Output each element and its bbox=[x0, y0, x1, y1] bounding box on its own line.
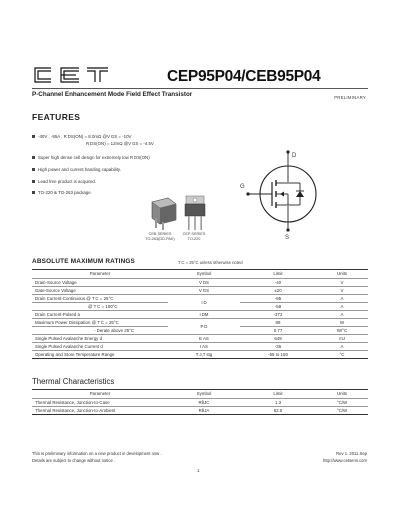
unit-cell: A bbox=[316, 310, 368, 318]
abs-max-note: T C = 25°C unless otherwise noted bbox=[178, 260, 243, 265]
table-header-row bbox=[32, 390, 368, 399]
symbol-cell: RθJC bbox=[168, 398, 240, 406]
col-parameter: Parameter bbox=[32, 270, 168, 279]
table-header-row bbox=[32, 270, 368, 279]
header-rule bbox=[32, 88, 368, 89]
col-units: Units bbox=[316, 390, 368, 399]
limit-cell: -58 bbox=[240, 302, 316, 310]
symbol-cell: E AS bbox=[168, 334, 240, 342]
unit-cell: A bbox=[316, 342, 368, 350]
unit-cell: °C bbox=[316, 350, 368, 358]
table-row bbox=[32, 334, 368, 342]
limit-cell: 88 bbox=[240, 318, 316, 326]
unit-cell: V bbox=[316, 278, 368, 286]
param-cell: Single Pulsed Avalanche Energy d bbox=[32, 334, 168, 342]
param-cell: Drain Current-Continuous @ T C = 25°C bbox=[32, 294, 168, 302]
pin-g-label: G bbox=[240, 184, 245, 190]
limit-cell: -372 bbox=[240, 310, 316, 318]
table-row bbox=[32, 286, 368, 294]
to220-label-text: CEP SERIES TO-220 bbox=[182, 232, 206, 241]
param-cell: Single Pulsed Avalanche Current d bbox=[32, 342, 168, 350]
table-row bbox=[32, 398, 368, 406]
to263-label-text: CEB SERIES TO-263(DD-PAK) bbox=[145, 232, 175, 241]
unit-cell: W/°C bbox=[316, 326, 368, 334]
symbol-cell: V GS bbox=[168, 286, 240, 294]
table-row bbox=[32, 342, 368, 350]
limit-cell: 1.3 bbox=[240, 398, 316, 406]
col-units: Units bbox=[316, 270, 368, 279]
symbol-cell: V DS bbox=[168, 278, 240, 286]
table-row bbox=[32, 406, 368, 414]
param-cell: - Derate above 25°C bbox=[32, 326, 168, 334]
param-cell: Thermal Resistance, Junction-to-Ambient bbox=[32, 406, 168, 414]
bullet-icon bbox=[32, 135, 35, 138]
bullet-icon bbox=[32, 168, 35, 171]
unit-cell: °C/W bbox=[316, 398, 368, 406]
symbol-cell: RθJA bbox=[168, 406, 240, 414]
feature-item: TO-220 & TO-263 package. bbox=[32, 190, 92, 196]
limit-cell: 649 bbox=[240, 334, 316, 342]
symbol-cell: I D bbox=[168, 294, 240, 310]
cet-logo bbox=[32, 66, 110, 84]
features-heading: FEATURES bbox=[32, 112, 81, 122]
to220-package-image bbox=[180, 194, 210, 232]
table-row bbox=[32, 278, 368, 286]
pmos-schematic-icon bbox=[238, 150, 338, 240]
unit-cell: A bbox=[316, 294, 368, 302]
preliminary-label: PRELIMINARY bbox=[334, 95, 366, 100]
limit-cell: ±20 bbox=[240, 286, 316, 294]
limit-cell: -55 to 150 bbox=[240, 350, 316, 358]
feature-item: Super high dense cell design for extremely low R DS(ON) bbox=[32, 155, 150, 161]
table-row bbox=[32, 350, 368, 358]
revision-label: Rev 1. 2011.Sep bbox=[336, 451, 367, 456]
param-cell: Thermal Resistance, Junction-to-Case bbox=[32, 398, 168, 406]
col-symbol: Symbol bbox=[168, 390, 240, 399]
table-row bbox=[32, 318, 368, 326]
limit-cell: -40 bbox=[240, 278, 316, 286]
param-cell: Gate-Source Voltage bbox=[32, 286, 168, 294]
website-link[interactable]: http://www.cetsemi.com bbox=[323, 458, 367, 463]
col-limit: Limit bbox=[240, 270, 316, 279]
limit-cell: -95 bbox=[240, 294, 316, 302]
to263-package-image bbox=[146, 196, 178, 234]
bullet-icon bbox=[32, 156, 35, 159]
limit-cell: 62.5 bbox=[240, 406, 316, 414]
param-cell: Maximum Power Dissipation @ T C = 25°C bbox=[32, 318, 168, 326]
pin-d-label: D bbox=[292, 153, 297, 159]
unit-cell: A bbox=[316, 302, 368, 310]
symbol-cell: I AS bbox=[168, 342, 240, 350]
unit-cell: V bbox=[316, 286, 368, 294]
param-cell: Operating and Store Temperature Range bbox=[32, 350, 168, 358]
unit-cell: W bbox=[316, 318, 368, 326]
col-limit: Limit bbox=[240, 390, 316, 399]
param-cell: @ T C = 100°C bbox=[32, 302, 168, 310]
feature-item: High power and current handing capability. bbox=[32, 167, 121, 173]
limit-cell: 0.77 bbox=[240, 326, 316, 334]
symbol-cell: P D bbox=[168, 318, 240, 334]
feature-item-sub: R DS(ON) = 12mΩ @V GS = -4.5V bbox=[86, 141, 154, 146]
param-cell: Drain-Source Voltage bbox=[32, 278, 168, 286]
abs-max-table bbox=[32, 269, 368, 359]
footer-note-1: This is preliminary information on a new product in development now . bbox=[32, 451, 162, 456]
unit-cell: °C/W bbox=[316, 406, 368, 414]
thermal-heading: Thermal Characteristics bbox=[32, 377, 115, 386]
bullet-icon bbox=[32, 191, 35, 194]
unit-cell: mJ bbox=[316, 334, 368, 342]
part-number-title: CEP95P04/CEB95P04 bbox=[167, 68, 321, 85]
abs-max-heading: ABSOLUTE MAXIMUM RATINGS bbox=[32, 258, 136, 265]
table-row bbox=[32, 310, 368, 318]
param-cell: Drain Current-Pulsed a bbox=[32, 310, 168, 318]
feature-item: -40V , -95A , R DS(ON) = 8.0mΩ @V GS = -10V bbox=[32, 134, 131, 140]
device-subtitle: P-Channel Enhancement Mode Field Effect Transistor bbox=[32, 91, 193, 98]
pin-s-label: S bbox=[285, 235, 290, 240]
col-symbol: Symbol bbox=[168, 270, 240, 279]
to220-label bbox=[172, 232, 216, 241]
thermal-table bbox=[32, 389, 368, 415]
page-number: 1 bbox=[197, 468, 200, 473]
feature-item: Lead free product is acquired. bbox=[32, 179, 96, 185]
limit-cell: -36 bbox=[240, 342, 316, 350]
footer-note-2: Details are subject to change without notice . bbox=[32, 458, 116, 463]
col-parameter: Parameter bbox=[32, 390, 168, 399]
symbol-cell: T J,T stg bbox=[168, 350, 240, 358]
symbol-cell: I DM bbox=[168, 310, 240, 318]
table-row bbox=[32, 294, 368, 302]
bullet-icon bbox=[32, 180, 35, 183]
